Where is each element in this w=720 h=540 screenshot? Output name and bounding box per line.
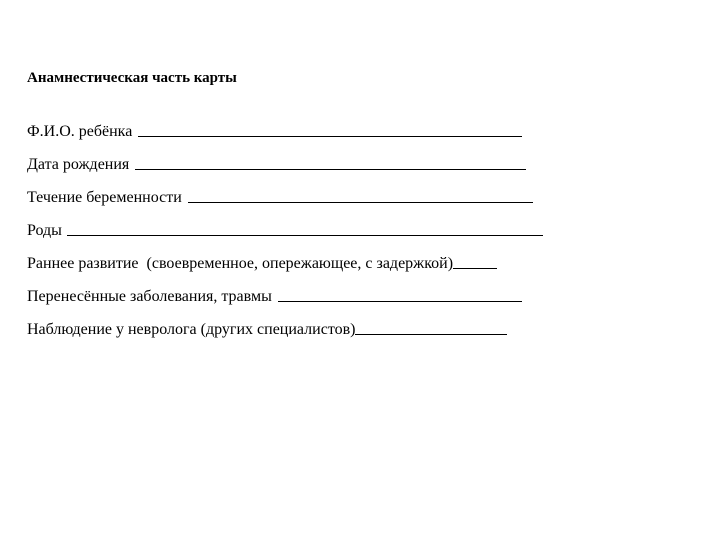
field-label: Раннее развитие (своевременное, опережающее, с задержкой) bbox=[27, 255, 454, 272]
field-label: Дата рождения bbox=[27, 156, 130, 173]
blank-line[interactable] bbox=[188, 201, 533, 203]
blank-line[interactable] bbox=[135, 168, 526, 170]
document-title: Анамнестическая часть карты bbox=[27, 70, 237, 86]
field-label: Течение беременности bbox=[27, 189, 182, 206]
field-label: Наблюдение у невролога (других специалистов) bbox=[27, 321, 356, 338]
field-label: Роды bbox=[27, 222, 62, 239]
blank-line[interactable] bbox=[67, 234, 543, 236]
blank-line[interactable] bbox=[355, 333, 507, 335]
blank-line[interactable] bbox=[278, 300, 522, 302]
field-neurologist-observation bbox=[27, 317, 507, 339]
blank-line[interactable] bbox=[138, 135, 522, 137]
field-label: Ф.И.О. ребёнка bbox=[27, 123, 133, 140]
field-child-name bbox=[27, 119, 522, 141]
field-label: Перенесённые заболевания, травмы bbox=[27, 288, 272, 305]
field-pregnancy-course bbox=[27, 185, 533, 207]
field-early-development bbox=[27, 251, 497, 273]
blank-line[interactable] bbox=[453, 267, 497, 269]
field-past-illnesses bbox=[27, 284, 522, 306]
field-birth-date bbox=[27, 152, 526, 174]
field-birth bbox=[27, 218, 543, 240]
